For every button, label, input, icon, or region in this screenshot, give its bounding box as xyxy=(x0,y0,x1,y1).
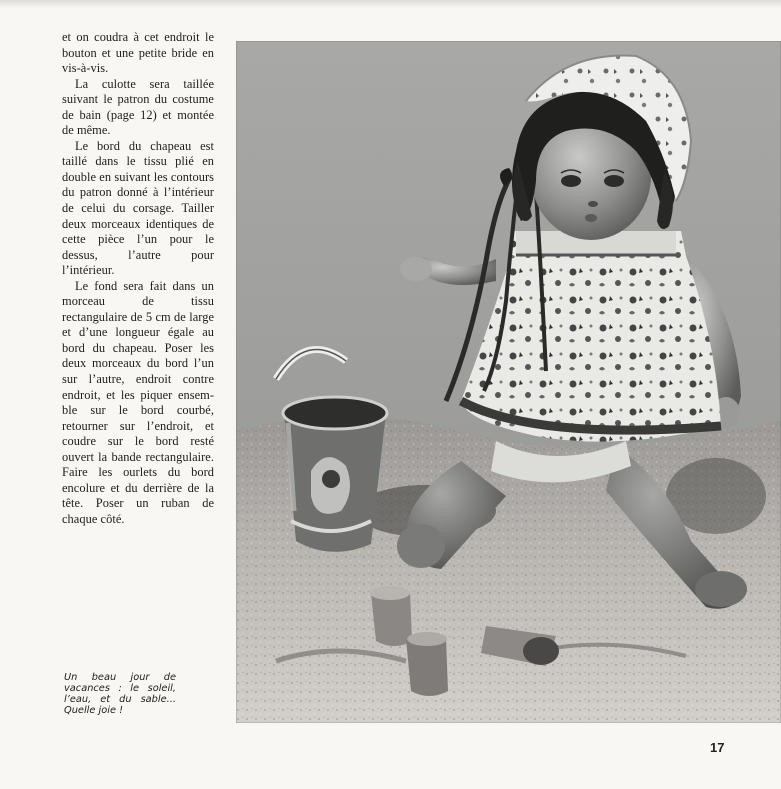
paragraph-culotte: La culotte sera taillée suivant le patron du costume de bain (page 12) et montée de même. xyxy=(62,76,214,138)
paragraph-button-loop: et on coudra à cet endroit le bouton et une petite bride en vis-à-vis. xyxy=(62,30,214,76)
paragraph-hat-crown: Le fond sera fait dans un morceau de tissu rectangulaire de 5 cm de large et d’une longueur égale au bord du chapeau. Poser les deux morceaux du bord l’un sur l’autre, endroit contre endroit, et les piquer ensemble sur le bord courbé, retourner sur l’endroit, et coudre sur le bord resté ouvert la bande rectangulaire. Faire les ourlets du bord encolure et du derrière de la tête. Poser un ruban de chaque côté. xyxy=(62,278,214,526)
instruction-text-column xyxy=(62,30,214,528)
page-number: 17 xyxy=(710,740,725,755)
doll-beach-photo xyxy=(236,41,781,723)
photo-caption: Un beau jour de vacances : le soleil, l’eau, et du sable... Quelle joie ! xyxy=(64,672,176,716)
page-top-shadow xyxy=(0,0,781,8)
photo-illustration xyxy=(236,41,781,723)
paragraph-hat-brim: Le bord du chapeau est taillé dans le tissu plié en double en suivant les contours du patron donné à l’intérieur de celui du corsage. Tailler deux morceaux identiques de cette pièce l’un pour le dessus, l’autre pour l’intérieur. xyxy=(62,138,214,278)
